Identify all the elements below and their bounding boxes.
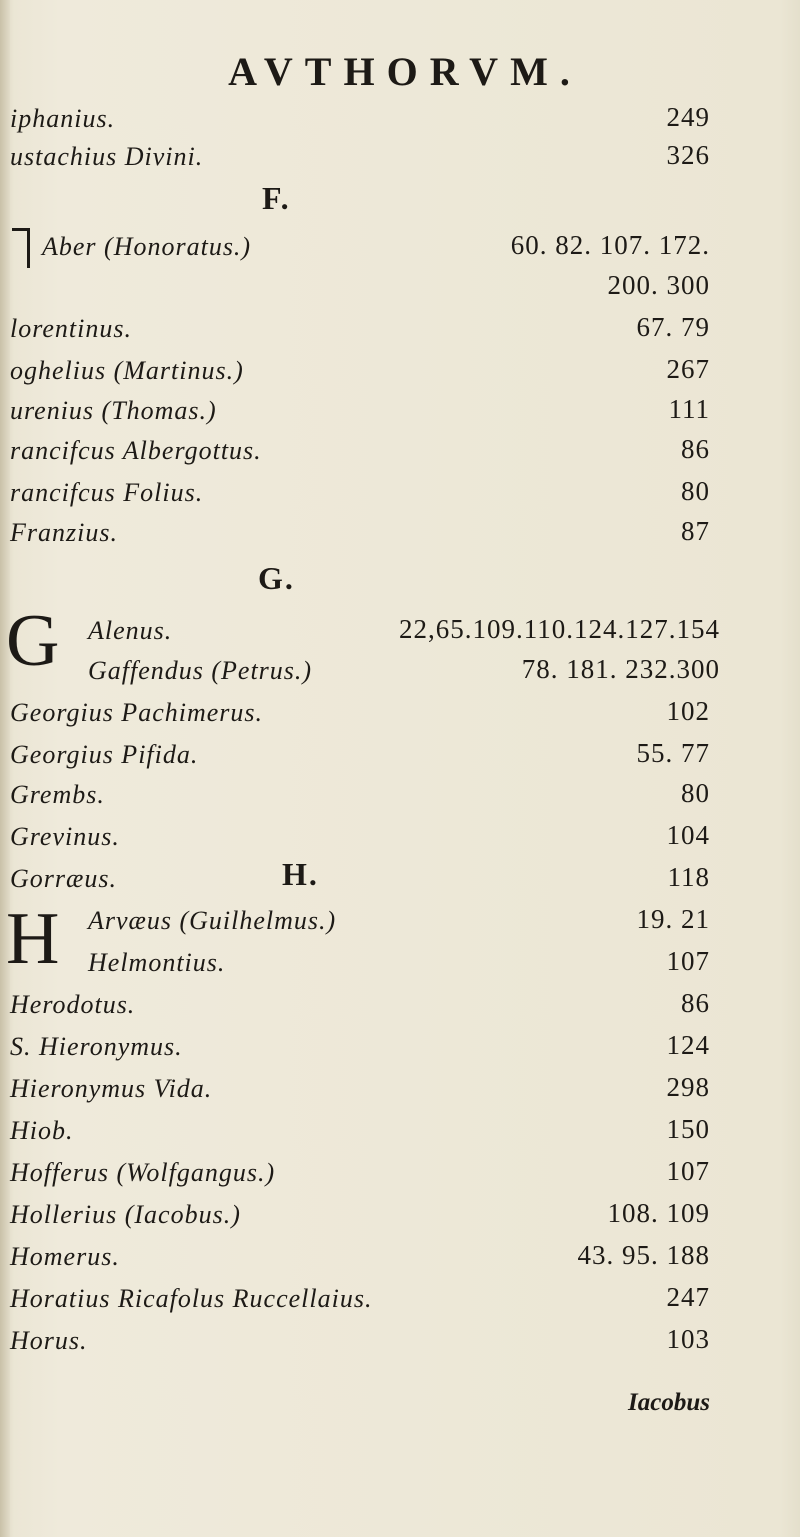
index-entry	[10, 1112, 710, 1152]
author-name: Horus.	[10, 1326, 88, 1355]
page-numbers: 86	[681, 434, 710, 464]
author-name: Grembs.	[10, 780, 105, 809]
page-numbers: 80	[681, 778, 710, 808]
index-entry	[10, 1028, 710, 1068]
page-numbers: 86	[681, 988, 710, 1018]
index-entry	[10, 1154, 710, 1194]
index-entry	[10, 1238, 710, 1278]
author-name: iphanius.	[10, 104, 116, 133]
page-numbers: 249	[666, 102, 710, 132]
author-name: Helmontius.	[88, 948, 226, 977]
author-name: Alenus.	[88, 616, 173, 645]
page-numbers: 87	[681, 516, 710, 546]
author-name: ustachius Divini.	[10, 142, 204, 171]
page-numbers: 102	[666, 696, 710, 726]
index-entry	[10, 1070, 710, 1110]
index-entry	[10, 100, 710, 140]
catchword: Iacobus	[628, 1389, 710, 1416]
page-numbers: 326	[666, 140, 710, 170]
author-name: Georgius Pachimerus.	[10, 698, 264, 727]
index-entry	[10, 776, 710, 816]
page-numbers: 104	[666, 820, 710, 850]
author-name: Hiob.	[10, 1116, 74, 1145]
author-name: Horatius Ricafolus Ruccellaius.	[10, 1284, 373, 1313]
author-name: Georgius Pifida.	[10, 740, 199, 769]
page-numbers: 80	[681, 476, 710, 506]
index-entry	[10, 228, 710, 268]
page-numbers: 103	[666, 1324, 710, 1354]
author-name: rancifcus Albergottus.	[10, 436, 262, 465]
author-name: Franzius.	[10, 518, 118, 547]
index-entry	[10, 514, 710, 554]
page-numbers: 111	[668, 394, 710, 424]
index-entry	[10, 1196, 710, 1236]
author-name: Hofferus (Wolfgangus.)	[10, 1158, 276, 1187]
index-entry	[10, 736, 710, 776]
page-numbers: 298	[666, 1072, 710, 1102]
author-name: oghelius (Martinus.)	[10, 356, 244, 385]
index-entry	[10, 860, 710, 900]
index-entry	[10, 612, 720, 652]
index-entry	[10, 392, 710, 432]
page-numbers: 267	[666, 354, 710, 384]
drop-cap-h: H	[6, 898, 60, 980]
page-numbers: 107	[666, 946, 710, 976]
page-numbers: 118	[667, 862, 710, 892]
index-entry	[10, 1280, 710, 1320]
author-name: Herodotus.	[10, 990, 136, 1019]
page-numbers: 108. 109	[607, 1198, 710, 1228]
author-name: Arvæus (Guilhelmus.)	[88, 906, 337, 935]
author-name: Homerus.	[10, 1242, 120, 1271]
author-name: Gorræus.	[10, 864, 117, 893]
page-numbers: 150	[666, 1114, 710, 1144]
page-numbers: 67. 79	[636, 312, 710, 342]
section-letter-h: H.	[282, 856, 319, 892]
author-name: Aber (Honoratus.)	[42, 232, 252, 261]
author-name: Gaffendus (Petrus.)	[88, 656, 313, 685]
author-name: lorentinus.	[10, 314, 132, 343]
index-entry	[10, 986, 710, 1026]
page-numbers: 60. 82. 107. 172.	[510, 230, 710, 260]
page-numbers: 43. 95. 188	[577, 1240, 710, 1270]
index-entry	[10, 652, 720, 692]
section-letter-g: G.	[258, 560, 295, 596]
index-entry	[10, 352, 710, 392]
index-entry	[10, 902, 710, 942]
index-entry	[10, 944, 710, 984]
index-entry	[10, 1322, 710, 1362]
author-name: urenius (Thomas.)	[10, 396, 217, 425]
index-entry-continuation	[10, 268, 710, 308]
page-numbers: 19. 21	[636, 904, 710, 934]
author-name: rancifcus Folius.	[10, 478, 204, 507]
section-letter-f: F.	[262, 180, 291, 216]
index-entry	[10, 310, 710, 350]
drop-cap-g: G	[6, 600, 60, 682]
index-entry	[10, 818, 710, 858]
author-name: S. Hieronymus.	[10, 1032, 183, 1061]
author-name: Grevinus.	[10, 822, 120, 851]
page-gutter	[0, 0, 10, 1537]
page-title: AVTHORVM.	[228, 49, 582, 94]
page-numbers: 22,65.109.110.124.127.154	[399, 614, 720, 644]
index-entry	[10, 474, 710, 514]
author-name: Hieronymus Vida.	[10, 1074, 213, 1103]
page-numbers: 55. 77	[636, 738, 710, 768]
page-numbers: 107	[666, 1156, 710, 1186]
author-name: Hollerius (Iacobus.)	[10, 1200, 241, 1229]
page-numbers: 124	[666, 1030, 710, 1060]
page-numbers: 247	[666, 1282, 710, 1312]
page-numbers: 200. 300	[607, 270, 710, 300]
page-numbers: 78. 181. 232.300	[521, 654, 720, 684]
index-entry	[10, 138, 710, 178]
index-entry	[10, 432, 710, 472]
index-entry	[10, 694, 710, 734]
